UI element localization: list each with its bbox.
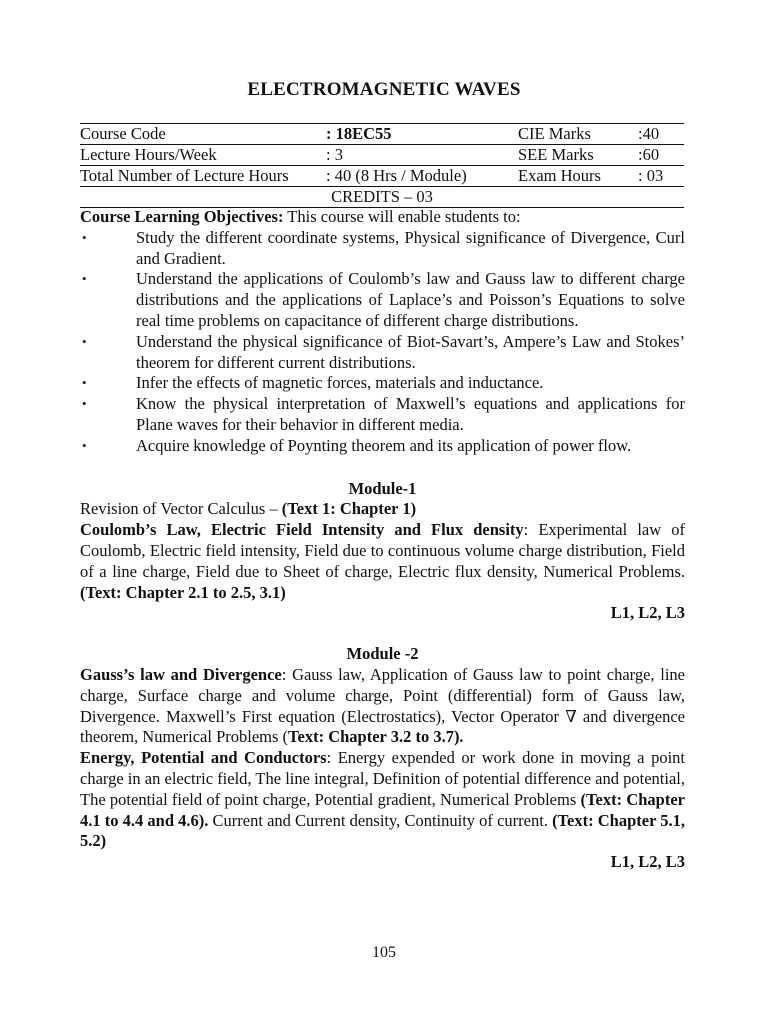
topic-text: : Energy expended or work done in moving a point charge in an electric field, The line integral, Definition of potential difference and potential, The potential field of point charge, Potential gradient, Numerical Problems [80,748,685,809]
module-1-levels: L1, L2, L3 [610,603,685,623]
revision-text: Revision of Vector Calculus – [80,499,282,519]
objectives-list [80,228,685,457]
bullet-icon: • [82,396,87,412]
cie-marks-value: :40 [638,124,684,145]
course-code-value: : 18EC55 [326,124,518,145]
topic-reference: Text: Chapter 3.2 to 3.7). [288,727,464,747]
list-item [80,228,685,270]
topic-reference: (Text: Chapter 2.1 to 2.5, 3.1) [80,582,286,602]
objectives-heading [80,207,685,228]
module-1-revision [80,499,685,520]
course-info-row [80,124,684,145]
page-number: 105 [372,944,396,961]
list-item [80,373,685,394]
objective-text: Know the physical interpretation of Maxwell’s equations and applications for Plane waves for their behavior in different media. [136,394,685,434]
bullet-icon: • [82,271,87,287]
course-info-row [80,166,684,187]
course-info-table [80,123,684,208]
document-body [80,207,685,873]
module-2-topic-energy [80,748,685,852]
see-marks-value: :60 [638,145,684,166]
total-hours-value: : 40 (8 Hrs / Module) [326,166,518,187]
credits-value: CREDITS – 03 [80,187,684,208]
bullet-icon: • [82,437,87,453]
page-title: ELECTROMAGNETIC WAVES [247,79,521,100]
objectives-label: Course Learning Objectives: [80,207,284,226]
objective-text: Understand the applications of Coulomb’s law and Gauss law to different charge distributions and the applications of Laplace’s and Poisson’s Equations to solve real time problems on capacitance of different charge distributions. [136,269,685,330]
see-marks-label: SEE Marks [518,145,638,166]
list-item [80,394,685,436]
total-hours-label: Total Number of Lecture Hours [80,166,326,187]
topic-text: : Gauss law, Application of Gauss law to point charge, line charge, Surface charge and volume charge, Point (differential) form of Gauss law, Divergence. Maxwell’s First equation (Electrostatics), Vector Operator ∇ and divergence theorem, Numerical Problems ( [80,664,686,747]
lecture-hours-label: Lecture Hours/Week [80,145,326,166]
module-2-heading: Module -2 [346,644,419,664]
revision-reference: (Text 1: Chapter 1) [281,499,417,519]
objective-text: Infer the effects of magnetic forces, materials and inductance. [136,373,544,393]
module-2-topic-gauss [80,665,685,748]
course-code-label: Course Code [80,124,326,145]
module-1-topic [80,520,685,603]
module-1-heading: Module-1 [348,478,417,498]
spacer [80,457,685,479]
list-item [80,269,685,331]
topic-title: Energy, Potential and Conductors [80,748,327,768]
topic-reference: (Text: Chapter 5.1, 5.2) [80,810,686,851]
lecture-hours-value: : 3 [326,145,518,166]
topic-text: : Experimental law of Coulomb, Electric field intensity, Field due to continuous volume charge distribution, Field of a line charge, Field due to Sheet of charge, Electric flux density, Numerical Problems. [80,520,685,581]
topic-title: Gauss’s law and Divergence [80,664,282,684]
objectives-intro: This course will enable students to: [283,207,521,226]
cie-marks-label: CIE Marks [518,124,638,145]
exam-hours-label: Exam Hours [518,166,638,187]
topic-title: Coulomb’s Law, Electric Field Intensity and Flux density [80,520,524,540]
credits-row [80,187,684,208]
topic-reference: (Text: Chapter 4.1 to 4.4 and 4.6). [80,789,685,830]
objective-text: Acquire knowledge of Poynting theorem and its application of power flow. [136,435,632,455]
course-info-row [80,145,684,166]
bullet-icon: • [82,333,87,349]
module-2-levels: L1, L2, L3 [610,852,685,872]
exam-hours-value: : 03 [638,166,684,187]
bullet-icon: • [82,229,87,245]
objective-text: Understand the physical significance of Biot-Savart’s, Ampere’s Law and Stokes’ theorem for different current distributions. [136,331,685,372]
list-item [80,332,685,374]
spacer [80,624,685,644]
topic-text: Current and Current density, Continuity of current. [208,810,553,830]
bullet-icon: • [82,375,87,391]
list-item [80,436,685,457]
objective-text: Study the different coordinate systems, Physical significance of Divergence, Curl and Gradient. [136,227,685,268]
